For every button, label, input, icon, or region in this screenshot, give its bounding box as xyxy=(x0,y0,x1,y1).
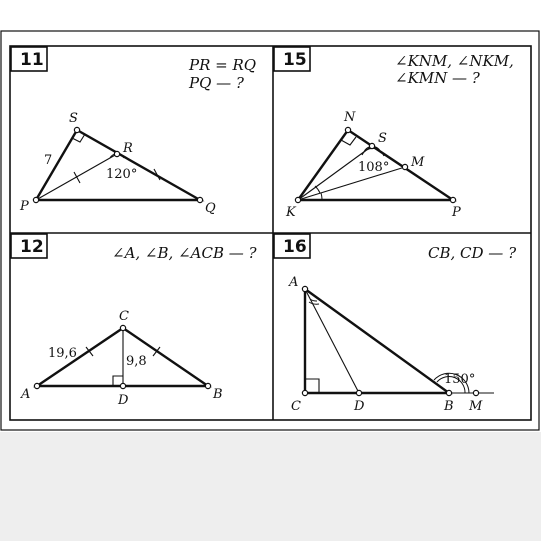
label-15-angle: 108° xyxy=(358,160,390,175)
problem-15-question-line1: ∠KNM, ∠NKM, xyxy=(395,52,514,70)
problem-11-number: 11 xyxy=(20,50,44,70)
problem-12-question: ∠A, ∠B, ∠ACB — ? xyxy=(112,244,257,262)
label-15-P: P xyxy=(452,205,461,220)
label-15-M: M xyxy=(411,155,425,170)
label-16-A: A xyxy=(289,275,299,290)
problem-16-number: 16 xyxy=(283,237,307,257)
label-15-S: S xyxy=(378,131,387,146)
label-12-C: C xyxy=(119,309,129,324)
bottom-area xyxy=(0,432,541,541)
problem-16-question: CB, CD — ? xyxy=(428,244,517,262)
label-11-R: R xyxy=(123,141,133,156)
label-11-P: P xyxy=(20,199,29,214)
problem-15-question-line2: ∠KMN — ? xyxy=(395,69,480,87)
label-11-side: 7 xyxy=(44,153,53,168)
label-16-D: D xyxy=(354,399,365,414)
label-12-B: B xyxy=(213,387,223,402)
problem-15-number: 15 xyxy=(283,50,307,70)
label-12-A: A xyxy=(21,387,31,402)
label-15-N: N xyxy=(344,110,356,125)
label-12-side: 19,6 xyxy=(48,346,77,361)
label-16-C: C xyxy=(291,399,301,414)
label-11-angle: 120° xyxy=(106,167,138,182)
label-15-K: K xyxy=(286,205,296,220)
problem-12-number: 12 xyxy=(20,237,44,257)
label-16-B: B xyxy=(444,399,454,414)
label-16-M: M xyxy=(469,399,483,414)
label-11-Q: Q xyxy=(205,201,216,216)
label-12-D: D xyxy=(118,393,129,408)
label-11-S: S xyxy=(69,111,78,126)
label-12-height: 9,8 xyxy=(126,354,147,369)
problem-11-question: PQ — ? xyxy=(189,74,244,92)
label-16-angle: 150° xyxy=(444,372,476,387)
problem-11-given: PR = RQ xyxy=(189,56,257,74)
